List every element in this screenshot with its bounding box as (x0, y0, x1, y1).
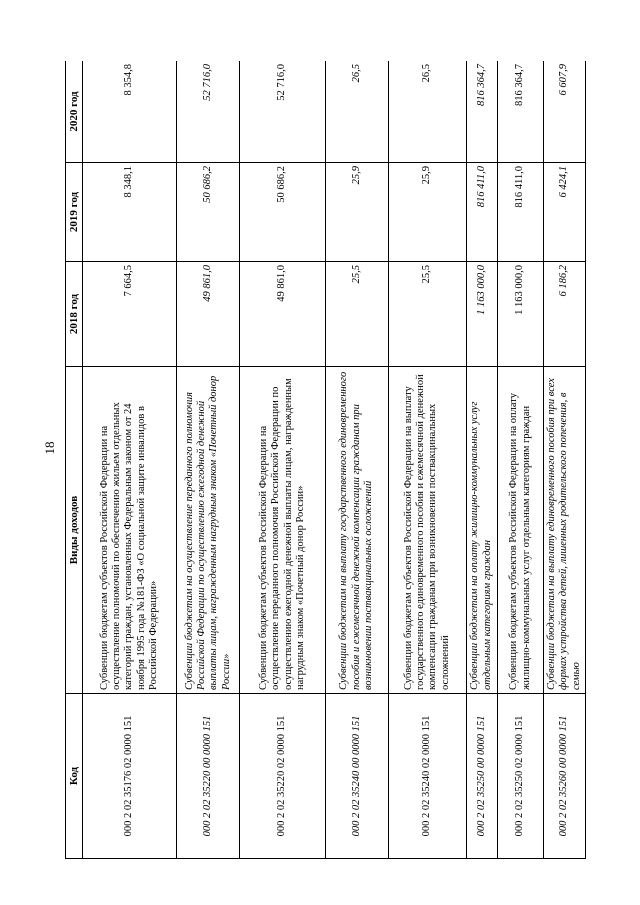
value-2019-cell: 816 411,0 (497, 163, 543, 262)
code-cell: 000 2 02 35240 02 0000 151 (388, 694, 466, 859)
value-2020-cell: 26,5 (388, 61, 466, 163)
revenue-type-cell: Субвенции бюджетам на выплату государственного единовременного пособия и ежемесячной денежной компенсации гражданам при возникновении поствакцинальных осложнений (326, 367, 389, 694)
value-2018-cell: 49 861,0 (240, 262, 326, 367)
rotated-page (65, 61, 586, 859)
table-row (240, 61, 326, 859)
value-2018-cell: 49 861,0 (177, 262, 240, 367)
value-2019-cell: 50 686,2 (177, 163, 240, 262)
value-2020-cell: 52 716,0 (177, 61, 240, 163)
rotated-table-container (65, 61, 586, 859)
value-2018-cell: 1 163 000,0 (497, 262, 543, 367)
revenue-type-cell: Субвенции бюджетам на выплату единовременного пособия при всех формах устройства детей, лишенных родительского попечения, в семью (544, 367, 586, 694)
value-2019-cell: 25,9 (326, 163, 389, 262)
value-2020-cell: 8 354,8 (83, 61, 177, 163)
table-header-row (66, 61, 83, 859)
value-2018-cell: 25,5 (388, 262, 466, 367)
value-2020-cell: 816 364,7 (497, 61, 543, 163)
value-2018-cell: 1 163 000,0 (466, 262, 497, 367)
code-cell: 000 2 02 35220 00 0000 151 (177, 694, 240, 859)
revenue-type-cell: Субвенции бюджетам субъектов Российской Федерации на осуществление переданного полномочия Российской Федерации по осуществлению ежегодной денежной выплаты лицам, награжденным нагрудным знаком «Почетный донор России» (240, 367, 326, 694)
table-row (326, 61, 389, 859)
header-2019: 2019 год (66, 163, 83, 262)
value-2019-cell: 50 686,2 (240, 163, 326, 262)
code-cell: 000 2 02 35176 02 0000 151 (83, 694, 177, 859)
page-number: 18 (42, 441, 57, 455)
revenue-type-cell: Субвенции бюджетам субъектов Российской Федерации на выплату государственного единовременного пособия и ежемесячной денежной компенсации гражданам при возникновении поствакцинальных осложнений (388, 367, 466, 694)
table-row (466, 61, 497, 859)
value-2018-cell: 25,5 (326, 262, 389, 367)
value-2019-cell: 25,9 (388, 163, 466, 262)
revenue-type-cell: Субвенции бюджетам субъектов Российской Федерации на оплату жилищно-коммунальных услуг отдельным категориям граждан (497, 367, 543, 694)
table-body (83, 61, 586, 859)
value-2020-cell: 6 607,9 (544, 61, 586, 163)
code-cell: 000 2 02 35240 00 0000 151 (326, 694, 389, 859)
value-2019-cell: 816 411,0 (466, 163, 497, 262)
value-2020-cell: 816 364,7 (466, 61, 497, 163)
value-2020-cell: 26,5 (326, 61, 389, 163)
table-row (83, 61, 177, 859)
header-2020: 2020 год (66, 61, 83, 163)
code-cell: 000 2 02 35220 02 0000 151 (240, 694, 326, 859)
revenue-type-cell: Субвенции бюджетам на оплату жилищно-коммунальных услуг отдельным категориям граждан (466, 367, 497, 694)
table-row (177, 61, 240, 859)
code-cell: 000 2 02 35250 00 0000 151 (466, 694, 497, 859)
header-code: Код (66, 694, 83, 859)
revenue-type-cell: Субвенции бюджетам субъектов Российской Федерации на осуществление полномочий по обеспечению жильем отдельных категорий граждан, установленных Федеральным законом от 24 ноября 1995 года №181-ФЗ «О социальной защите инвалидов в Российской Федерации» (83, 367, 177, 694)
header-revenue-type: Виды доходов (66, 367, 83, 694)
code-cell: 000 2 02 35250 02 0000 151 (497, 694, 543, 859)
table-row (497, 61, 543, 859)
value-2020-cell: 52 716,0 (240, 61, 326, 163)
value-2019-cell: 8 348,1 (83, 163, 177, 262)
revenue-type-cell: Субвенции бюджетам на осуществление переданного полномочия Российской Федерации по осуществлению ежегодной денежной выплаты лицам, награжденным нагрудным знаком «Почетный донор России» (177, 367, 240, 694)
header-2018: 2018 год (66, 262, 83, 367)
value-2018-cell: 7 664,5 (83, 262, 177, 367)
table-row (388, 61, 466, 859)
code-cell: 000 2 02 35260 00 0000 151 (544, 694, 586, 859)
revenue-table (65, 61, 586, 859)
value-2018-cell: 6 186,2 (544, 262, 586, 367)
table-row (544, 61, 586, 859)
value-2019-cell: 6 424,1 (544, 163, 586, 262)
